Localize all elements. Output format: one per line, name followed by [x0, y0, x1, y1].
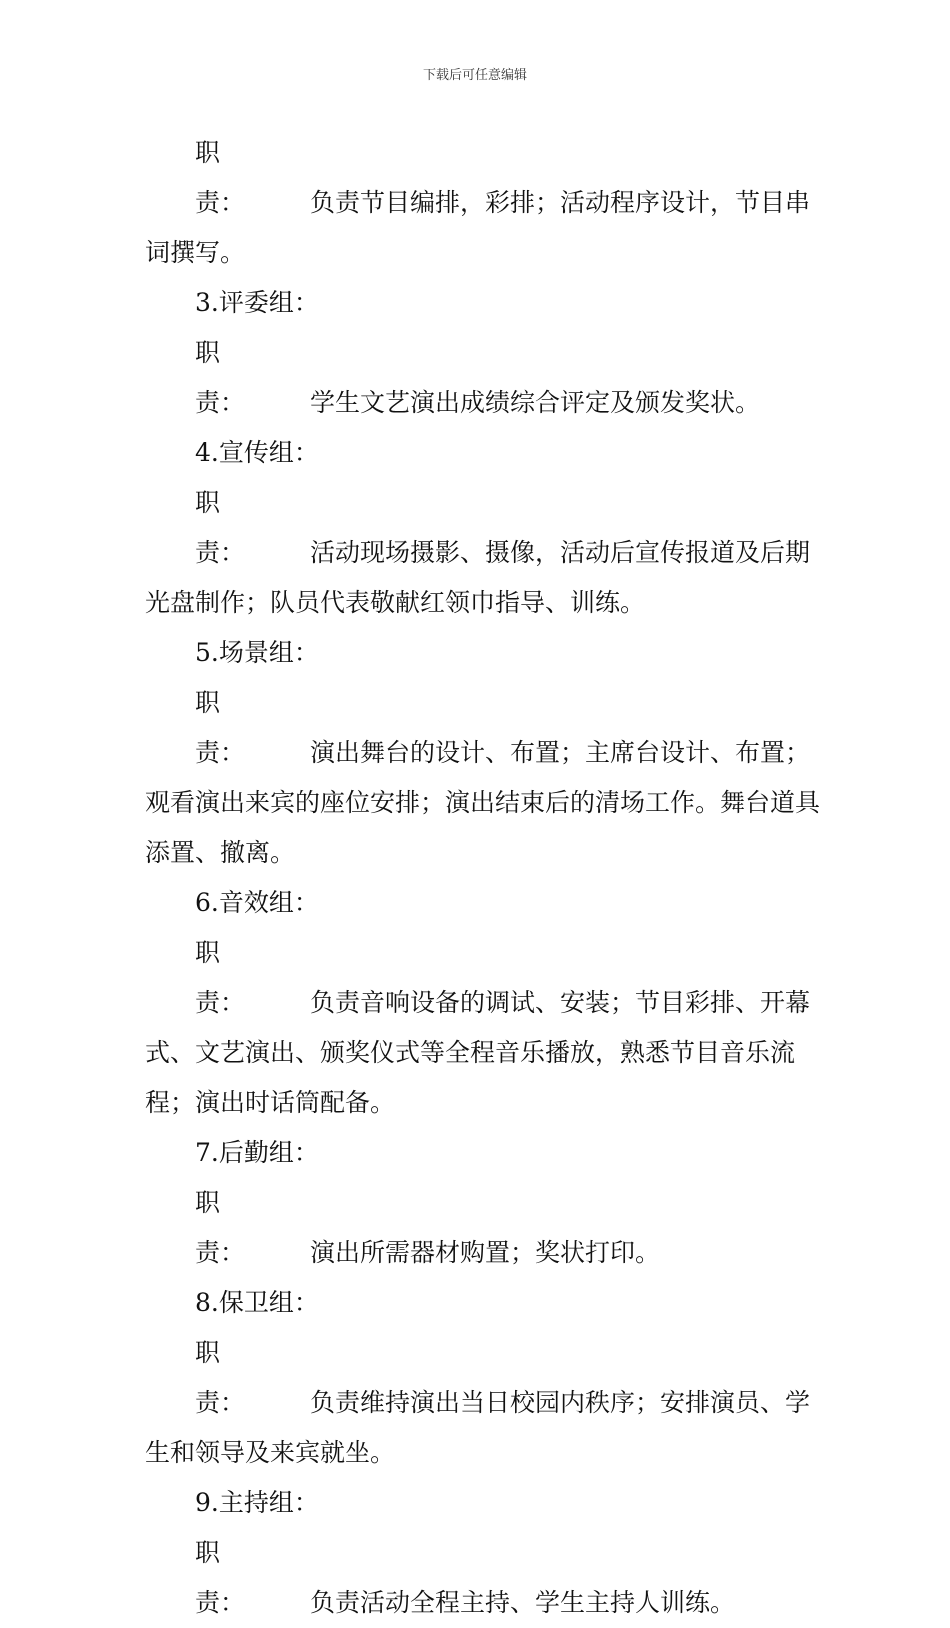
duty-paragraph [145, 478, 825, 628]
section-heading: 7.后勤组： [195, 1138, 319, 1167]
duty-text: 负责维持演出当日校园内秩序；安排演员、学生和领导及来宾就坐。 [145, 1388, 811, 1467]
page-header: 下载后可任意编辑 [422, 68, 527, 83]
duty-text: 负责节目编排，彩排；活动程序设计，节目串词撰写。 [145, 188, 811, 267]
section-heading: 8.保卫组： [195, 1288, 319, 1317]
duty-paragraph [145, 928, 825, 1128]
duty-text: 演出所需器材购置；奖状打印。 [310, 1238, 661, 1267]
section-heading: 4.宣传组： [195, 438, 319, 467]
duty-label: 职 责： [195, 338, 271, 417]
section-heading: 3.评委组： [195, 288, 319, 317]
section-heading: 5.场景组： [195, 638, 319, 667]
duty-paragraph [145, 1328, 825, 1478]
duty-label: 职 责： [195, 688, 271, 767]
duty-paragraph-program [145, 128, 825, 278]
duty-label: 职 责： [195, 938, 271, 1017]
duty-label: 职 责： [195, 1338, 271, 1417]
duty-paragraph [145, 1528, 825, 1628]
duty-label: 职 责： [195, 488, 271, 567]
duty-text: 活动现场摄影、摄像，活动后宣传报道及后期光盘制作；队员代表敬献红领巾指导、训练。 [145, 538, 811, 617]
section-heading: 6.音效组： [195, 888, 319, 917]
duty-label: 职 责： [195, 1188, 271, 1267]
duty-paragraph [145, 1178, 825, 1278]
duty-text: 学生文艺演出成绩综合评定及颁发奖状。 [310, 388, 761, 417]
duty-text: 演出舞台的设计、布置；主席台设计、布置；观看演出来宾的座位安排；演出结束后的清场工作。舞台道具添置、撤离。 [145, 738, 821, 867]
duty-text: 负责活动全程主持、学生主持人训练。 [310, 1588, 736, 1617]
section-heading: 9.主持组： [195, 1488, 319, 1517]
duty-label: 职 责： [195, 138, 271, 217]
document-body [145, 128, 825, 1628]
duty-label: 职 责： [195, 1538, 271, 1617]
duty-paragraph [145, 328, 825, 428]
duty-text: 负责音响设备的调试、安装；节目彩排、开幕式、文艺演出、颁奖仪式等全程音乐播放，熟悉节目音乐流程；演出时话筒配备。 [145, 988, 811, 1117]
duty-paragraph [145, 678, 825, 878]
